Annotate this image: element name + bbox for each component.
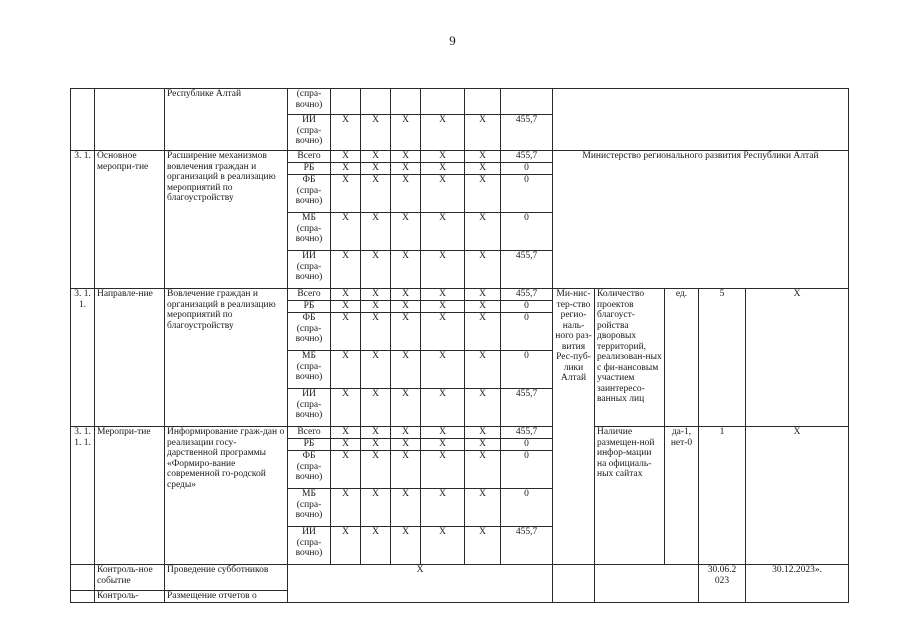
program-table: [70, 88, 849, 603]
table-row: МБ (спра-вочно) X X X X X 0: [71, 213, 849, 251]
value-cell: 455,7: [501, 115, 553, 151]
table-row: [71, 89, 849, 115]
table-row: 3. 1. Основное меропри-тие Расширение механизмов вовлечения граждан и организаций в реализацию мероприятий по благоустройству Всего X X X X X 455,7 Министерство регионального развития Республики Алтай: [71, 151, 849, 163]
table-row: МБ (спра-вочно) X X X X X 0: [71, 489, 849, 527]
row-name: Вовлечение граждан и организаций в реализацию мероприятий по благоустройству: [165, 289, 288, 427]
table-row: ИИ (спра-вочно) X X X X X 455,7: [71, 115, 849, 151]
date-cell-2: 30.12.2023».: [746, 565, 849, 603]
table-row: РБ X X X X X 0: [71, 301, 849, 313]
date-cell: 30.06.2 023: [699, 565, 746, 603]
unit-cell: да-1, нет-0: [665, 427, 699, 565]
table-row: 3. 1. 1. Направле-ние Вовлечение граждан и организаций в реализацию мероприятий по благоустройству Всего X X X X X 455,7 Ми-нис-тер-ство регио-наль-ного раз-вития Рес-пуб-лики Алтай Количество проектов благоуст-ройства дворовых территорий, реализован-ных с фи-нансовым участием заинтересо-ванных лиц ед. 5 X: [71, 289, 849, 301]
name-cell: Республике Алтай: [165, 89, 288, 151]
row-name: Расширение механизмов вовлечения граждан и организаций в реализацию мероприятий по благоустройству: [165, 151, 288, 289]
row-number: 3. 1. 1. 1.: [71, 427, 95, 565]
table-row: ИИ (спра-вочно) X X X X X 455,7: [71, 527, 849, 565]
table-row: РБ X X X X X 0: [71, 439, 849, 451]
indicator-value: 1: [699, 427, 746, 565]
table-row: ИИ (спра-вочно) X X X X X 455,7: [71, 251, 849, 289]
indicator-value-2: X: [746, 289, 849, 427]
executor-short-cell: Ми-нис-тер-ство регио-наль-ного раз-вития Рес-пуб-лики Алтай: [553, 289, 595, 565]
row-type: Основное меропри-тие: [95, 151, 165, 289]
table-row: ИИ (спра-вочно) X X X X X 455,7: [71, 389, 849, 427]
source-cell: (спра-вочно): [288, 89, 331, 115]
row-type: Направле-ние: [95, 289, 165, 427]
indicator-value: 5: [699, 289, 746, 427]
page-number: 9: [449, 33, 456, 48]
unit-cell: ед.: [665, 289, 699, 427]
indicator-cell: Наличие размещен-ной инфор-мации на официаль-ных сайтах: [595, 427, 665, 565]
table-row: МБ (спра-вочно) X X X X X 0: [71, 351, 849, 389]
table-row: [71, 565, 849, 591]
source-cell: ИИ (спра-вочно): [288, 115, 331, 151]
table-row: ФБ (спра-вочно) X X X X X 0: [71, 451, 849, 489]
indicator-cell: Количество проектов благоуст-ройства дворовых территорий, реализован-ных с фи-нансовым участием заинтересо-ванных лиц: [595, 289, 665, 427]
row-type: Контроль-ное событие: [95, 565, 165, 591]
row-name: Информирование граж-дан о реализации госу-дарственной программы «Формиро-вание современной го-родской среды»: [165, 427, 288, 565]
row-number: 3. 1. 1.: [71, 289, 95, 427]
row-number: 3. 1.: [71, 151, 95, 289]
table-row: ФБ (спра-вочно) X X X X X 0: [71, 175, 849, 213]
merged-x-cell: X: [288, 565, 553, 603]
row-name: Проведение субботников: [165, 565, 288, 591]
row-type: Контроль-: [95, 591, 165, 603]
table-row: 3. 1. 1. 1. Меропри-тие Информирование граж-дан о реализации госу-дарственной программы «Формиро-вание современной го-родской среды» Всего X X X X X 455,7 Наличие размещен-ной инфор-мации на официаль-ных сайтах да-1, нет-0 1 X: [71, 427, 849, 439]
row-name: Размещение отчетов о: [165, 591, 288, 603]
table-row: ФБ (спра-вочно) X X X X X 0: [71, 313, 849, 351]
row-type: Меропри-тие: [95, 427, 165, 565]
indicator-value-2: X: [746, 427, 849, 565]
executor-cell: Министерство регионального развития Республики Алтай: [553, 151, 849, 289]
table-row: РБ X X X X X 0: [71, 163, 849, 175]
